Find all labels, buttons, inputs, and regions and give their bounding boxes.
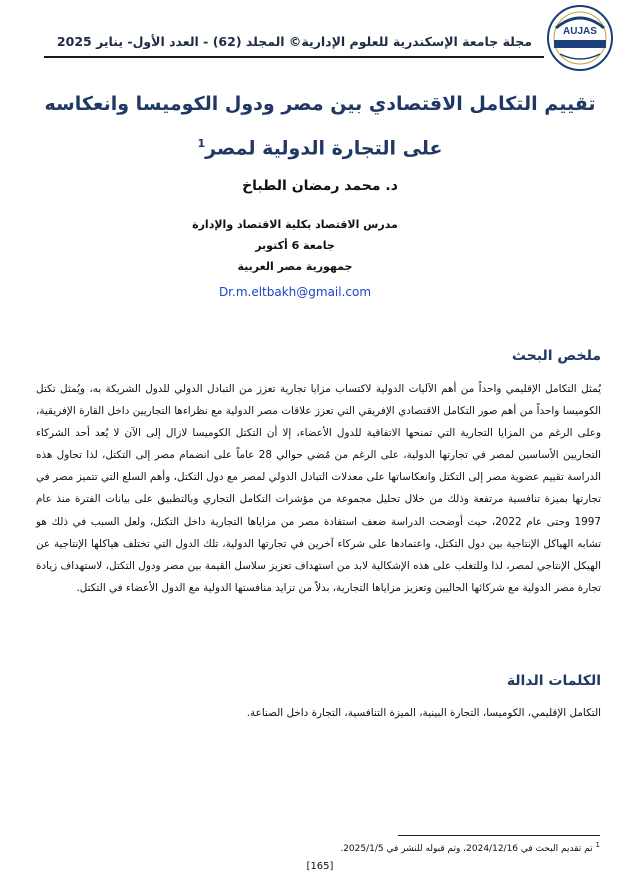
footnote-mark: 1 [595, 841, 600, 849]
abstract-body: يُمثل التكامل الإقليمي واحداً من أهم الآليات الدولية لاكتساب مزايا تجارية تعزز من التبادل الدولي للدول الشريكة به، ويُمثل تكتل الكوميسا واحداً من أهم صور التكامل الاقتصادي الإفريقي التي تعزز علاقات مصر الدولية مع نظراءها التجاريين داخل القارة الإفريقية، وعلى الرغم من المزايا التجارية التي تمنحها الاتفاقية للدول الأعضاء، إلا أن التكتل الكوميسا لازال إلى الآن لا يُعد أحد الشركاء التجاريين الأساسين لمصر في تجارتها الدولية، على الرغم من مُضي حوالي 28 عاماً على انضمام مصر إلى التكتل، لذا تحاول هذه الدراسة تقييم عضوية مصر إلى التكتل وانعكاساتها على معدلات التبادل الدولي لمصر مع دول التكتل، وأهم السلع التي تتميز مصر في تجارتها بميزة تنافسية مرتفعة وذلك من خلال تحليل مجموعة من مؤشرات التكامل التجاري وبالتطبيق على بيانات الفترة منذ عام 1997 وحتى عام 2022، حيث أوضحت الدراسة ضعف استفادة مصر من مزاياها التجارية داخل التكتل، ولعل السبب في ذلك هو تشابه الهياكل الإنتاجية بين دول التكتل، واعتمادها على شركاء آخرين في تجارتها الدولية، تلك الدول التي تختلف هياكلها الإنتاجية عن الهيكل الإنتاجي لمصر، لذا وللتغلب على هذه الإشكالية لابد من استهداف تعزيز سلاسل القيمة بين مصر ودول التكتل، لاستهداف زيادة تجارة مصر الدولية مع شركائها الحاليين وتعزيز مزاياها التجارية، بدلاً من تزايد منافستها الدولية مع الدول الأعضاء في التكتل. [36, 383, 601, 594]
author-affiliation [190, 214, 400, 277]
header-divider [44, 56, 544, 58]
article-title-line2-text: على التجارة الدولية لمصر [205, 137, 443, 160]
svg-text:AUJAS: AUJAS [563, 26, 597, 37]
journal-title: مجلة جامعة الإسكندرية للعلوم الإدارية© المجلد (62) - العدد الأول- يناير 2025 [56, 34, 532, 49]
footnote-divider [398, 835, 600, 836]
keywords-body: التكامل الإقليمي، الكوميسا، التجارة البينية، الميزة التنافسية، التجارة داخل الصناعة. [246, 707, 601, 719]
author-name: د. محمد رمضان الطباخ [242, 178, 398, 194]
journal-logo-emblem [546, 4, 614, 72]
affiliation-country: جمهورية مصر العربية [237, 260, 353, 273]
journal-logo [546, 4, 614, 72]
page-number: [165] [306, 861, 334, 872]
article-title [40, 84, 600, 168]
affiliation-position: مدرس الاقتصاد بكلية الاقتصاد والإدارة [192, 218, 398, 231]
affiliation-university: جامعة 6 أكتوبر [255, 239, 335, 252]
author-email-link[interactable]: Dr.m.eltbakh@gmail.com [218, 285, 372, 299]
keywords-heading: الكلمات الدالة [506, 673, 601, 689]
abstract-heading: ملخص البحث [511, 348, 601, 364]
title-footnote-mark[interactable]: 1 [197, 137, 206, 150]
article-title-line2 [40, 124, 600, 168]
footnote-text: تم تقديم البحث في 2024/12/16، وتم قبوله للنشر في 2025/1/5. [340, 844, 593, 854]
footnote [180, 841, 600, 854]
article-title-line1: تقييم التكامل الاقتصادي بين مصر ودول الكوميسا وانعكاسه [44, 93, 596, 115]
journal-header [44, 4, 614, 74]
